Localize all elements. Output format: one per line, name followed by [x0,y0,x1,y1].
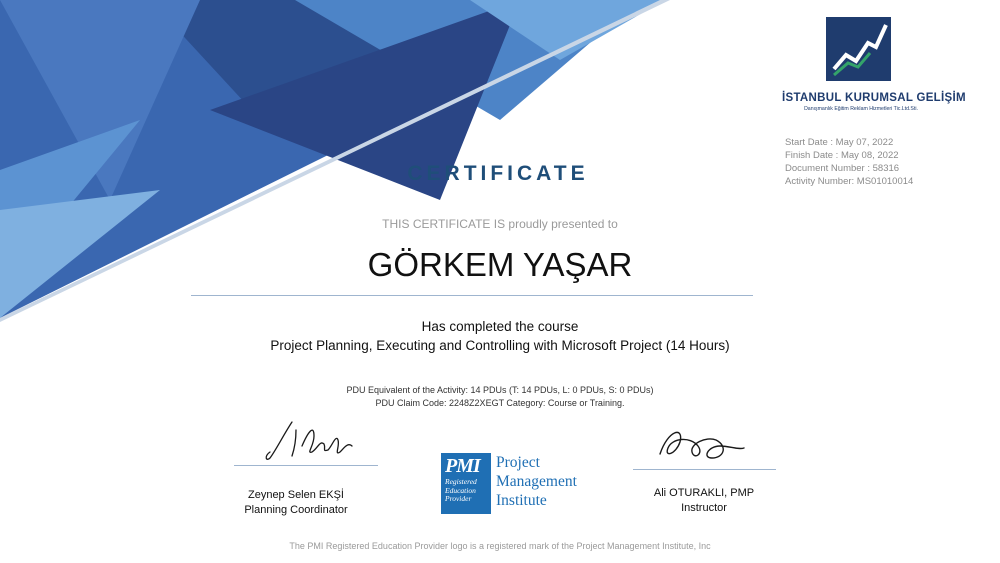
pdu-info [200,384,800,410]
pmi-name-line3: Institute [496,492,547,509]
pmi-mark: PMI [445,455,480,477]
signer-right [614,486,794,516]
recipient-name: GÖRKEM YAŞAR [367,246,633,283]
pmi-rep-badge [441,453,491,514]
certificate-meta [785,136,913,188]
signer-right-role: Instructor [681,502,727,514]
signature-line-left [234,465,378,466]
certificate-title: CERTIFICATE [407,162,589,185]
pmi-name [496,453,577,510]
pmi-rep-text [445,478,477,504]
document-number: Document Number : 58316 [785,163,900,174]
footer-disclaimer: The PMI Registered Education Provider logo is a registered mark of the Project Management Institute, Inc [289,541,711,551]
company-logo [826,17,891,81]
pmi-reg-line3: Provider [445,494,472,503]
signature-line-right [633,469,776,470]
course-title: Project Planning, Executing and Controlling with Microsoft Project (14 Hours) [270,338,730,353]
signer-right-name: Ali OTURAKLI, PMP [653,487,755,499]
start-date: Start Date : May 07, 2022 [785,137,894,148]
rising-chart-arrow-icon [826,17,891,81]
finish-date: Finish Date : May 08, 2022 [785,150,899,161]
pmi-name-line2: Management [496,473,577,490]
presented-to-text: THIS CERTIFICATE IS proudly presented to [382,217,618,231]
name-underline [191,295,753,296]
pdu-equivalent: PDU Equivalent of the Activity: 14 PDUs (T: 14 PDUs, L: 0 PDUs, S: 0 PDUs) [346,385,654,395]
signer-left [206,488,386,518]
pdu-claim-code: PDU Claim Code: 2248Z2XEGT Category: Course or Training. [375,398,625,408]
signature-left [262,416,354,462]
signature-right [650,424,750,464]
activity-number: Activity Number: MS01010014 [785,176,914,187]
signer-left-role: Planning Coordinator [244,504,348,516]
signer-left-name: Zeynep Selen EKŞİ [247,489,344,501]
pmi-logo [441,453,601,518]
company-name: İSTANBUL KURUMSAL GELİŞİM [782,92,966,104]
pmi-reg-line2: Education [445,485,476,495]
pmi-reg-line1: Registered [445,477,477,486]
company-subtitle: Danışmanlık Eğitim Reklam Hizmetleri Tic.Ltd.Sti. [804,106,918,112]
completed-text: Has completed the course [421,319,579,334]
pmi-name-line1: Project [496,454,540,471]
